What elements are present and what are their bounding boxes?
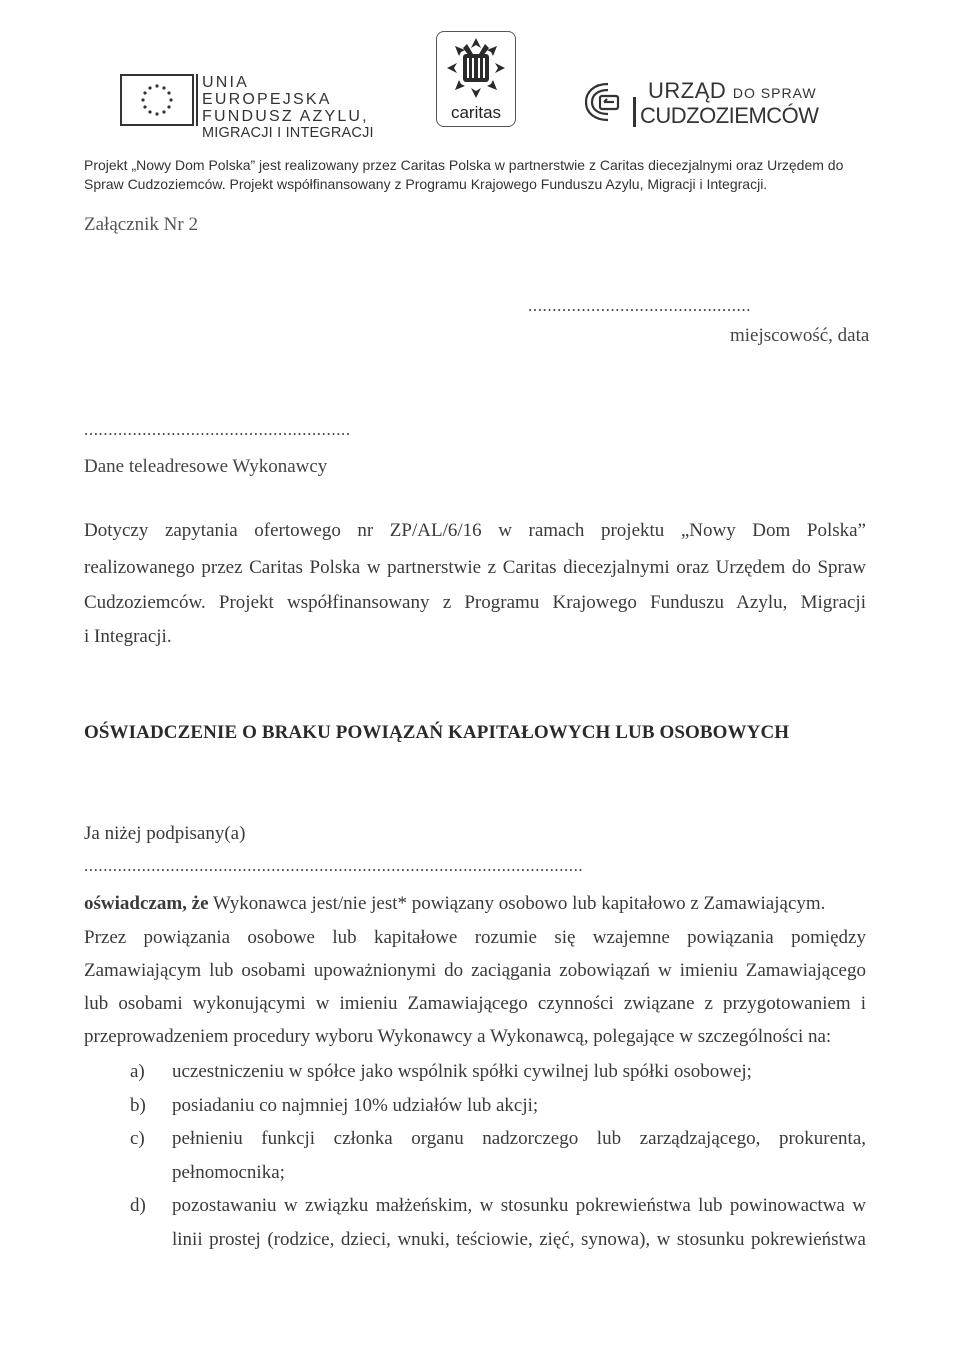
eu-divider xyxy=(196,74,198,126)
eu-logo xyxy=(120,74,194,126)
contractor-label: Dane teleadresowe Wykonawcy xyxy=(84,456,328,477)
declaration-line: Zamawiającym lub osobami upoważnionymi do zaciągania zobowiązań w imieniu Zamawiającego xyxy=(84,960,866,981)
urzad-line-1-small: DO SPRAW xyxy=(732,85,817,101)
declaration-line: Przez powiązania osobowe lub kapitałowe rozumie się wzajemne powiązania pomiędzy xyxy=(84,927,866,948)
attachment-label: Załącznik Nr 2 xyxy=(84,214,198,235)
place-date-field: .............................................. xyxy=(528,296,752,315)
declaration-lead: oświadczam, że xyxy=(84,893,209,914)
caritas-logo xyxy=(436,31,516,127)
declaration-first-line-rest: Wykonawca jest/nie jest* powiązany osobowo lub kapitałowo z Zamawiającym. xyxy=(208,893,826,914)
place-date-label: miejscowość, data xyxy=(730,325,870,346)
urzad-divider xyxy=(633,97,636,127)
signatory-field: ........................................................................................................ xyxy=(84,856,584,875)
list-item-text: posiadaniu co najmniej 10% udziałów lub akcji; xyxy=(172,1095,539,1116)
contractor-field: ....................................................... xyxy=(84,420,351,439)
declaration-line: przeprowadzeniem procedury wyboru Wykonawcy a Wykonawcą, polegające w szczególności na: xyxy=(84,1026,832,1047)
about-line: Dotyczy zapytania ofertowego nr ZP/AL/6/16 w ramach projektu „Nowy Dom Polska” xyxy=(84,520,866,541)
declaration-line: lub osobami wykonującymi w imieniu Zamawiającego czynności związane z przygotowaniem i xyxy=(84,993,866,1014)
project-intro: Projekt „Nowy Dom Polska” jest realizowany przez Caritas Polska w partnerstwie z Caritas diecezjalnymi oraz Urzędem do Spraw Cudzoziemców. Projekt współfinansowany z Programu Krajowego Funduszu Azylu, Migracji i Integracji. xyxy=(84,157,844,192)
signatory-label: Ja niżej podpisany(a) xyxy=(84,823,246,844)
about-line: realizowanego przez Caritas Polska w partnerstwie z Caritas diecezjalnymi oraz Urzędem do Spraw xyxy=(84,557,866,578)
eu-line-2: FUNDUSZ AZYLU, xyxy=(202,108,369,125)
about-line: i Integracji. xyxy=(84,626,172,647)
eu-stars-icon xyxy=(122,76,192,124)
eu-logo-text xyxy=(202,74,382,142)
list-item-text: pełnieniu funkcji członka organu nadzorczego lub zarządzającego, prokurenta, xyxy=(172,1128,866,1149)
list-item-letter: c) xyxy=(130,1128,145,1149)
document-title: OŚWIADCZENIE O BRAKU POWIĄZAŃ KAPITAŁOWYCH LUB OSOBOWYCH xyxy=(84,722,790,743)
urzad-line-1-main: URZĄD xyxy=(648,78,727,103)
urzad-line-1 xyxy=(648,78,817,104)
eu-line-3: MIGRACJI I INTEGRACJI xyxy=(202,125,374,141)
declaration-line xyxy=(84,893,866,915)
list-item-text: linii prostej (rodzice, dzieci, wnuki, teściowie, zięć, synowa), w stosunku pokrewieństwa xyxy=(172,1229,866,1250)
list-item-letter: b) xyxy=(130,1095,146,1116)
list-item-text: uczestniczeniu w spółce jako wspólnik spółki cywilnej lub spółki osobowej; xyxy=(172,1061,752,1082)
list-item-letter: a) xyxy=(130,1061,145,1082)
caritas-cross-icon xyxy=(445,36,507,100)
list-item-text: pozostawaniu w związku małżeńskim, w stosunku pokrewieństwa lub powinowactwa w xyxy=(172,1195,866,1216)
list-item-text: pełnomocnika; xyxy=(172,1162,285,1183)
caritas-label: caritas xyxy=(450,103,502,122)
urzad-line-2: CUDZOZIEMCÓW xyxy=(640,103,819,128)
eu-line-1: UNIA EUROPEJSKA xyxy=(202,74,332,108)
list-item-letter: d) xyxy=(130,1195,146,1216)
about-line: Cudzoziemców. Projekt współfinansowany z Programu Krajowego Funduszu Azylu, Migracji xyxy=(84,592,866,613)
urzad-emblem-icon xyxy=(582,80,634,124)
